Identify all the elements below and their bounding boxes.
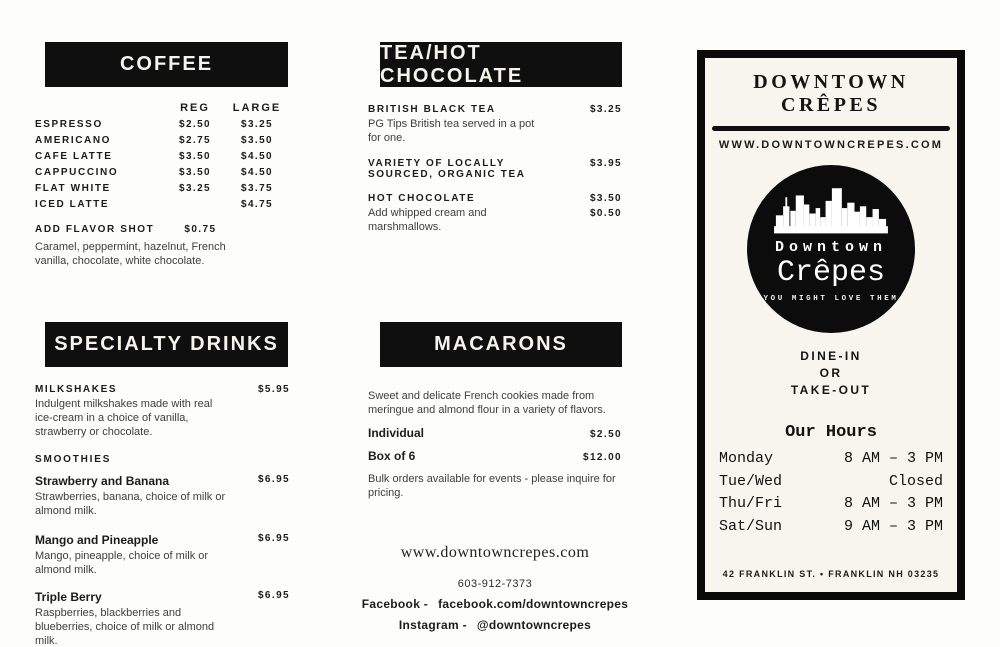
instagram-line	[345, 618, 645, 632]
price-large: $3.25	[240, 119, 274, 130]
instagram-label: Instagram -	[398, 618, 467, 632]
hours-title: Our Hours	[785, 423, 877, 442]
menu-item-name: Strawberry and Banana	[35, 474, 170, 488]
service-line: OR	[819, 366, 843, 380]
price: $3.95	[589, 158, 622, 169]
section-header-specialty-drinks	[45, 322, 288, 367]
price-addon: $0.50	[589, 208, 622, 219]
menu-item-name: ADD FLAVOR SHOT	[35, 224, 155, 235]
menu-item-description: Mango, pineapple, choice of milk or almond milk.	[35, 550, 209, 576]
phone-number: 603-912-7373	[457, 578, 533, 590]
menu-item-smoothie	[35, 590, 290, 647]
macarons-section	[368, 322, 622, 500]
price-large: $3.75	[240, 183, 274, 194]
menu-item-description: Raspberries, blackberries and blueberries, choice of milk or almond milk.	[35, 607, 215, 647]
facebook-label: Facebook -	[361, 597, 429, 611]
menu-item-box-of-6	[368, 449, 622, 463]
specialty-drinks-section	[35, 322, 290, 647]
panel-website-url: WWW.DOWNTOWNCREPES.COM	[718, 139, 944, 151]
menu-item-name: CAPPUCCINO	[35, 167, 119, 178]
price: $3.25	[589, 104, 622, 115]
section-title: COFFEE	[119, 53, 214, 75]
service-options	[705, 348, 957, 399]
price: $6.95	[257, 533, 290, 544]
menu-item-name: HOT CHOCOLATE	[368, 193, 476, 204]
price: $5.95	[257, 384, 290, 395]
menu-item-hot-chocolate	[368, 193, 622, 234]
column-header-large: LARGE	[232, 102, 282, 114]
hours-day: Sat/Sun	[719, 517, 783, 535]
service-line: DINE-IN	[800, 349, 862, 363]
price-reg: $2.75	[178, 135, 212, 146]
price-reg: $3.25	[178, 183, 212, 194]
menu-item-name: CAFE LATTE	[35, 151, 113, 162]
menu-item-name: VARIETY OF LOCALLY SOURCED, ORGANIC TEA	[368, 158, 526, 180]
service-line: TAKE-OUT	[790, 383, 872, 397]
menu-item-name: ICED LATTE	[35, 199, 110, 210]
hours-time: Closed	[888, 472, 943, 490]
hours-row	[719, 516, 943, 539]
price: $0.75	[184, 224, 217, 235]
hours-row	[719, 471, 943, 494]
menu-item-name: Box of 6	[368, 449, 416, 463]
menu-item-description: Strawberries, banana, choice of milk or almond milk.	[35, 491, 226, 517]
hours-table	[719, 448, 943, 538]
menu-item-british-black-tea	[368, 104, 622, 145]
logo-word-downtown: Downtown	[774, 239, 887, 256]
section-header-tea	[380, 42, 622, 87]
menu-item-milkshakes	[35, 384, 290, 439]
price-reg: $2.50	[178, 119, 212, 130]
section-title: TEA/HOT CHOCOLATE	[380, 41, 524, 87]
logo-tagline: YOU MIGHT LOVE THEM	[763, 295, 899, 303]
menu-item-smoothie	[35, 474, 290, 518]
menu-item-smoothie	[35, 533, 290, 577]
price-large: $4.75	[240, 199, 274, 210]
price-reg: $3.50	[178, 151, 212, 162]
price: $6.95	[257, 590, 290, 601]
menu-item-description: PG Tips British tea served in a pot for one.	[368, 118, 535, 144]
facebook-handle: facebook.com/downtowncrepes	[438, 597, 629, 611]
macarons-note: Bulk orders available for events - please inquire for pricing.	[368, 473, 616, 499]
price-large: $3.50	[240, 135, 274, 146]
menu-item-description: Caramel, peppermint, hazelnut, French vanilla, chocolate, white chocolate.	[35, 241, 226, 267]
hours-day: Tue/Wed	[719, 472, 783, 490]
price-large: $4.50	[240, 151, 274, 162]
menu-item-name: Individual	[368, 426, 425, 440]
menu-item-name: AMERICANO	[35, 135, 112, 146]
menu-item-organic-tea	[368, 158, 622, 180]
price: $6.95	[257, 474, 290, 485]
logo	[747, 165, 915, 333]
street-address: 42 FRANKLIN ST. • FRANKLIN NH 03235	[722, 569, 940, 579]
hours-time: 8 AM – 3 PM	[843, 450, 943, 467]
hours-row	[719, 493, 943, 516]
city-skyline-icon	[770, 181, 892, 237]
section-title: SPECIALTY DRINKS	[54, 333, 279, 355]
menu-item-name: Triple Berry	[35, 590, 102, 604]
menu-item-description: Indulgent milkshakes made with real ice-cream in a choice of vanilla, strawberry or chocolate.	[35, 398, 213, 438]
menu-item-name: Mango and Pineapple	[35, 533, 159, 547]
menu-item-name: ESPRESSO	[35, 119, 103, 130]
menu-item-individual	[368, 426, 622, 440]
coffee-section	[35, 42, 290, 268]
addon-flavor-shot	[35, 224, 290, 235]
info-panel	[697, 50, 965, 600]
price: $12.00	[583, 452, 622, 463]
hours-row	[719, 448, 943, 471]
facebook-line	[345, 597, 645, 611]
menu-item-name: BRITISH BLACK TEA	[368, 104, 496, 115]
logo-word-crepes: Crêpes	[776, 256, 886, 290]
menu-item-name: MILKSHAKES	[35, 384, 118, 395]
hours-time: 9 AM – 3 PM	[843, 517, 943, 535]
price: $2.50	[589, 429, 622, 440]
price: $3.50	[589, 193, 622, 204]
menu-item-name: FLAT WHITE	[35, 183, 111, 194]
price-reg: $3.50	[178, 167, 212, 178]
macarons-intro: Sweet and delicate French cookies made from meringue and almond flour in a variety of flavors.	[368, 390, 606, 416]
menu-item-description: Add whipped cream and marshmallows.	[368, 207, 487, 233]
price-large: $4.50	[240, 167, 274, 178]
coffee-price-table	[35, 102, 290, 210]
column-header-reg: REG	[180, 102, 210, 114]
instagram-handle: @downtowncrepes	[476, 618, 592, 632]
website-url: www.downtowncrepes.com	[400, 544, 590, 561]
section-title: MACARONS	[434, 333, 568, 355]
hours-time: 8 AM – 3 PM	[843, 495, 943, 512]
tea-hot-chocolate-section	[368, 42, 622, 247]
hours-day: Monday	[719, 450, 774, 467]
hours-day: Thu/Fri	[719, 495, 783, 512]
section-header-coffee	[45, 42, 288, 87]
section-header-macarons	[380, 322, 622, 367]
divider	[712, 126, 950, 131]
subheading-smoothies: SMOOTHIES	[35, 454, 112, 465]
contact-block	[345, 544, 645, 632]
restaurant-name: DOWNTOWN CRÊPES	[753, 71, 909, 116]
